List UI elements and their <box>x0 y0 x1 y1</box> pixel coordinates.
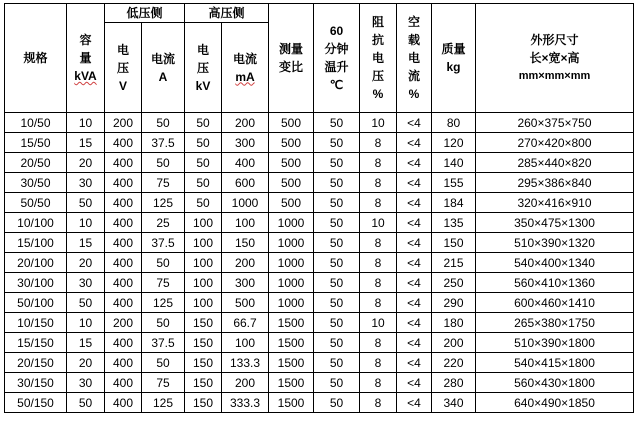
cell-lv-current: 125 <box>142 293 185 313</box>
cell-hv-voltage: 100 <box>185 233 222 253</box>
cell-impedance: 8 <box>360 253 397 273</box>
cell-hv-current: 500 <box>222 293 269 313</box>
cell-temp-rise: 50 <box>314 193 360 213</box>
cell-lv-current: 50 <box>142 113 185 133</box>
cell-impedance: 10 <box>360 213 397 233</box>
header-hv-group: 高压侧 <box>185 4 269 23</box>
cell-lv-current: 50 <box>142 153 185 173</box>
header-temp-rise: 60 分钟 温升 ℃ <box>314 4 360 113</box>
cell-noload-current: <4 <box>397 173 432 193</box>
cell-noload-current: <4 <box>397 113 432 133</box>
cell-dimensions: 540×400×1340 <box>476 253 634 273</box>
cell-temp-rise: 50 <box>314 393 360 413</box>
cell-ratio: 500 <box>269 113 314 133</box>
cell-temp-rise: 50 <box>314 113 360 133</box>
cell-lv-voltage: 400 <box>105 273 142 293</box>
cell-capacity: 20 <box>67 253 105 273</box>
header-hv-current: 电流 mA <box>222 23 269 113</box>
cell-model: 30/100 <box>5 273 67 293</box>
cell-lv-voltage: 400 <box>105 233 142 253</box>
cell-impedance: 8 <box>360 173 397 193</box>
header-hv-voltage: 电 压 kV <box>185 23 222 113</box>
spec-table-body <box>5 113 634 413</box>
cell-hv-current: 150 <box>222 233 269 253</box>
cell-lv-current: 50 <box>142 253 185 273</box>
cell-capacity: 30 <box>67 173 105 193</box>
cell-ratio: 1500 <box>269 313 314 333</box>
cell-noload-current: <4 <box>397 273 432 293</box>
cell-lv-voltage: 400 <box>105 373 142 393</box>
cell-dimensions: 510×390×1320 <box>476 233 634 253</box>
cell-hv-current: 333.3 <box>222 393 269 413</box>
cell-hv-voltage: 100 <box>185 253 222 273</box>
cell-ratio: 500 <box>269 133 314 153</box>
table-row <box>5 393 634 413</box>
cell-hv-current: 200 <box>222 113 269 133</box>
cell-temp-rise: 50 <box>314 273 360 293</box>
table-row <box>5 353 634 373</box>
cell-dimensions: 540×415×1800 <box>476 353 634 373</box>
cell-dimensions: 560×410×1360 <box>476 273 634 293</box>
table-row <box>5 273 634 293</box>
cell-model: 10/50 <box>5 113 67 133</box>
cell-noload-current: <4 <box>397 193 432 213</box>
cell-noload-current: <4 <box>397 353 432 373</box>
cell-noload-current: <4 <box>397 253 432 273</box>
cell-capacity: 50 <box>67 293 105 313</box>
cell-temp-rise: 50 <box>314 153 360 173</box>
cell-hv-current: 100 <box>222 213 269 233</box>
cell-capacity: 30 <box>67 373 105 393</box>
table-row <box>5 113 634 133</box>
cell-noload-current: <4 <box>397 373 432 393</box>
cell-lv-current: 37.5 <box>142 133 185 153</box>
cell-ratio: 1000 <box>269 293 314 313</box>
cell-lv-current: 37.5 <box>142 333 185 353</box>
cell-hv-voltage: 150 <box>185 393 222 413</box>
cell-weight: 80 <box>432 113 476 133</box>
cell-model: 30/150 <box>5 373 67 393</box>
cell-impedance: 8 <box>360 373 397 393</box>
cell-temp-rise: 50 <box>314 293 360 313</box>
cell-impedance: 8 <box>360 333 397 353</box>
cell-dimensions: 560×430×1800 <box>476 373 634 393</box>
cell-lv-voltage: 400 <box>105 213 142 233</box>
cell-impedance: 10 <box>360 313 397 333</box>
cell-weight: 250 <box>432 273 476 293</box>
cell-impedance: 8 <box>360 273 397 293</box>
cell-lv-current: 37.5 <box>142 233 185 253</box>
cell-hv-current: 400 <box>222 153 269 173</box>
cell-weight: 280 <box>432 373 476 393</box>
cell-hv-voltage: 100 <box>185 273 222 293</box>
cell-capacity: 10 <box>67 113 105 133</box>
cell-noload-current: <4 <box>397 153 432 173</box>
cell-lv-voltage: 200 <box>105 113 142 133</box>
cell-noload-current: <4 <box>397 393 432 413</box>
table-row <box>5 293 634 313</box>
header-impedance: 阻 抗 电 压 % <box>360 4 397 113</box>
cell-weight: 340 <box>432 393 476 413</box>
cell-dimensions: 295×386×840 <box>476 173 634 193</box>
cell-ratio: 1500 <box>269 333 314 353</box>
cell-hv-voltage: 150 <box>185 333 222 353</box>
cell-temp-rise: 50 <box>314 213 360 233</box>
cell-lv-current: 125 <box>142 393 185 413</box>
cell-temp-rise: 50 <box>314 133 360 153</box>
cell-model: 50/100 <box>5 293 67 313</box>
cell-lv-current: 75 <box>142 273 185 293</box>
table-row <box>5 173 634 193</box>
cell-dimensions: 320×416×910 <box>476 193 634 213</box>
cell-hv-current: 66.7 <box>222 313 269 333</box>
cell-hv-current: 200 <box>222 253 269 273</box>
cell-hv-voltage: 150 <box>185 313 222 333</box>
cell-dimensions: 265×380×1750 <box>476 313 634 333</box>
cell-hv-voltage: 100 <box>185 293 222 313</box>
cell-temp-rise: 50 <box>314 173 360 193</box>
cell-capacity: 10 <box>67 213 105 233</box>
cell-ratio: 1000 <box>269 253 314 273</box>
cell-dimensions: 350×475×1300 <box>476 213 634 233</box>
header-dimensions: 外形尺寸 长×宽×高 mm×mm×mm <box>476 4 634 113</box>
cell-weight: 215 <box>432 253 476 273</box>
cell-impedance: 8 <box>360 293 397 313</box>
cell-hv-current: 300 <box>222 133 269 153</box>
cell-hv-voltage: 50 <box>185 153 222 173</box>
cell-lv-voltage: 400 <box>105 193 142 213</box>
table-row <box>5 193 634 213</box>
cell-capacity: 10 <box>67 313 105 333</box>
cell-capacity: 50 <box>67 393 105 413</box>
cell-temp-rise: 50 <box>314 373 360 393</box>
cell-ratio: 1500 <box>269 393 314 413</box>
table-row <box>5 153 634 173</box>
header-lv-current: 电流 A <box>142 23 185 113</box>
cell-impedance: 10 <box>360 113 397 133</box>
header-ratio: 测量 变比 <box>269 4 314 113</box>
cell-weight: 184 <box>432 193 476 213</box>
header-lv-voltage: 电 压 V <box>105 23 142 113</box>
cell-model: 20/100 <box>5 253 67 273</box>
cell-weight: 120 <box>432 133 476 153</box>
cell-lv-voltage: 400 <box>105 253 142 273</box>
cell-hv-voltage: 50 <box>185 133 222 153</box>
cell-temp-rise: 50 <box>314 353 360 373</box>
cell-model: 50/50 <box>5 193 67 213</box>
cell-noload-current: <4 <box>397 233 432 253</box>
cell-model: 10/150 <box>5 313 67 333</box>
header-lv-group: 低压侧 <box>105 4 185 23</box>
cell-capacity: 15 <box>67 233 105 253</box>
cell-lv-voltage: 400 <box>105 393 142 413</box>
cell-lv-current: 75 <box>142 173 185 193</box>
cell-lv-current: 50 <box>142 353 185 373</box>
cell-noload-current: <4 <box>397 133 432 153</box>
cell-lv-voltage: 400 <box>105 353 142 373</box>
table-row <box>5 313 634 333</box>
cell-model: 15/50 <box>5 133 67 153</box>
cell-weight: 220 <box>432 353 476 373</box>
cell-weight: 150 <box>432 233 476 253</box>
table-row <box>5 233 634 253</box>
cell-lv-voltage: 400 <box>105 133 142 153</box>
cell-noload-current: <4 <box>397 313 432 333</box>
cell-temp-rise: 50 <box>314 333 360 353</box>
cell-ratio: 500 <box>269 193 314 213</box>
header-weight: 质量 kg <box>432 4 476 113</box>
cell-ratio: 500 <box>269 153 314 173</box>
cell-temp-rise: 50 <box>314 233 360 253</box>
cell-ratio: 1000 <box>269 213 314 233</box>
cell-temp-rise: 50 <box>314 253 360 273</box>
cell-hv-voltage: 150 <box>185 373 222 393</box>
cell-capacity: 30 <box>67 273 105 293</box>
cell-dimensions: 270×420×800 <box>476 133 634 153</box>
cell-lv-current: 50 <box>142 313 185 333</box>
cell-model: 20/150 <box>5 353 67 373</box>
cell-hv-current: 600 <box>222 173 269 193</box>
cell-hv-current: 200 <box>222 373 269 393</box>
cell-model: 15/100 <box>5 233 67 253</box>
cell-hv-voltage: 50 <box>185 173 222 193</box>
cell-lv-current: 125 <box>142 193 185 213</box>
spec-table <box>4 3 634 413</box>
cell-model: 30/50 <box>5 173 67 193</box>
header-capacity: 容 量 kVA <box>67 4 105 113</box>
cell-hv-current: 1000 <box>222 193 269 213</box>
cell-impedance: 8 <box>360 133 397 153</box>
cell-hv-voltage: 50 <box>185 193 222 213</box>
cell-hv-voltage: 100 <box>185 213 222 233</box>
table-row <box>5 373 634 393</box>
cell-hv-current: 133.3 <box>222 353 269 373</box>
cell-lv-voltage: 400 <box>105 293 142 313</box>
cell-noload-current: <4 <box>397 333 432 353</box>
cell-hv-voltage: 150 <box>185 353 222 373</box>
cell-temp-rise: 50 <box>314 313 360 333</box>
cell-ratio: 1500 <box>269 353 314 373</box>
cell-ratio: 1500 <box>269 373 314 393</box>
cell-impedance: 8 <box>360 353 397 373</box>
cell-dimensions: 600×460×1410 <box>476 293 634 313</box>
cell-ratio: 1000 <box>269 273 314 293</box>
cell-dimensions: 510×390×1800 <box>476 333 634 353</box>
cell-lv-current: 75 <box>142 373 185 393</box>
cell-impedance: 8 <box>360 193 397 213</box>
cell-ratio: 1000 <box>269 233 314 253</box>
header-noload-current: 空 载 电 流 % <box>397 4 432 113</box>
table-row <box>5 133 634 153</box>
cell-impedance: 8 <box>360 393 397 413</box>
cell-capacity: 20 <box>67 353 105 373</box>
cell-model: 10/100 <box>5 213 67 233</box>
cell-lv-current: 25 <box>142 213 185 233</box>
cell-impedance: 8 <box>360 153 397 173</box>
cell-impedance: 8 <box>360 233 397 253</box>
table-row <box>5 253 634 273</box>
cell-capacity: 50 <box>67 193 105 213</box>
cell-lv-voltage: 400 <box>105 173 142 193</box>
cell-weight: 140 <box>432 153 476 173</box>
cell-hv-current: 100 <box>222 333 269 353</box>
cell-weight: 180 <box>432 313 476 333</box>
cell-weight: 200 <box>432 333 476 353</box>
cell-noload-current: <4 <box>397 293 432 313</box>
cell-hv-current: 300 <box>222 273 269 293</box>
cell-capacity: 15 <box>67 333 105 353</box>
cell-model: 15/150 <box>5 333 67 353</box>
cell-dimensions: 640×490×1850 <box>476 393 634 413</box>
cell-noload-current: <4 <box>397 213 432 233</box>
cell-capacity: 15 <box>67 133 105 153</box>
cell-weight: 290 <box>432 293 476 313</box>
table-row <box>5 333 634 353</box>
cell-lv-voltage: 400 <box>105 333 142 353</box>
cell-model: 20/50 <box>5 153 67 173</box>
cell-model: 50/150 <box>5 393 67 413</box>
cell-ratio: 500 <box>269 173 314 193</box>
cell-weight: 135 <box>432 213 476 233</box>
cell-lv-voltage: 200 <box>105 313 142 333</box>
cell-dimensions: 260×375×750 <box>476 113 634 133</box>
cell-capacity: 20 <box>67 153 105 173</box>
cell-weight: 155 <box>432 173 476 193</box>
cell-hv-voltage: 50 <box>185 113 222 133</box>
cell-dimensions: 285×440×820 <box>476 153 634 173</box>
header-model: 规格 <box>5 4 67 113</box>
table-row <box>5 213 634 233</box>
cell-lv-voltage: 400 <box>105 153 142 173</box>
